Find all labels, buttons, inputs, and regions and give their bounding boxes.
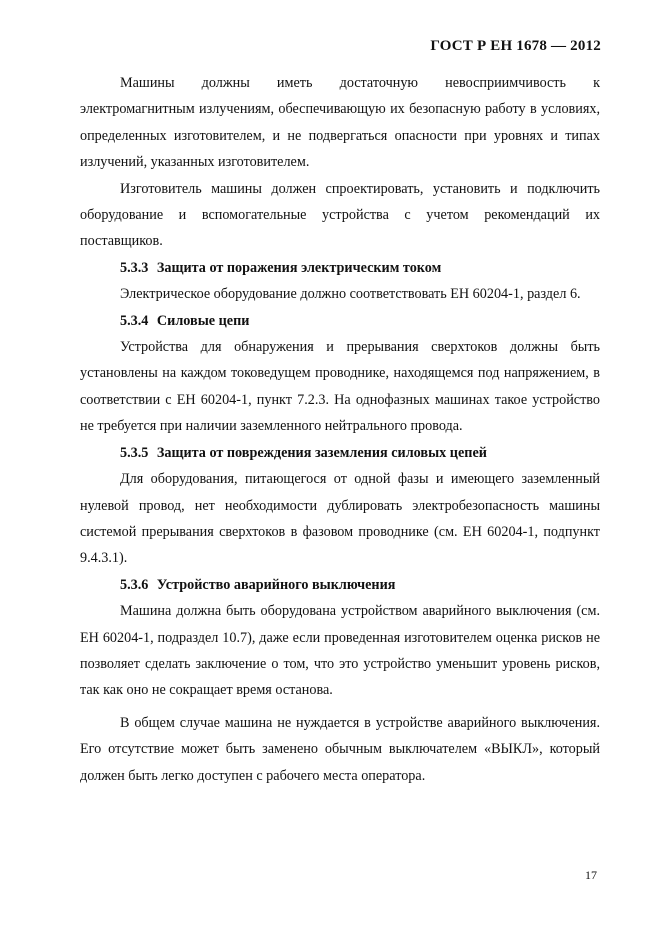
section-title: Устройство аварийного выключения [156, 576, 396, 593]
paragraph-emc: Машины должны иметь достаточную невосприимчивость к электромагнитным излучениям, обеспечивающую их безопасную работу в условиях, определенных изготовителем, и не подвергаться опасности при уровнях и типах излучений, указанных изготовителем. [80, 75, 600, 171]
section-heading-5-3-5 [80, 440, 600, 466]
section-number: 5.3.3 [120, 259, 149, 276]
document-code-header: ГОСТ Р ЕН 1678 — 2012 [430, 38, 601, 54]
section-heading-5-3-3 [80, 255, 600, 281]
document-body [80, 70, 600, 789]
paragraph-installation: Изготовитель машины должен спроектировать, установить и подключить оборудование и вспомогательные устройства с учетом рекомендаций их поставщиков. [80, 180, 600, 250]
paragraph-emergency-stop: Машина должна быть оборудована устройством аварийного выключения (см. ЕН 60204-1, подраздел 10.7), даже если проведенная изготовителем оценка рисков не позволяет сделать заключение о том, что это устройство уменьшит уровень рисков, так как оно не сокращает время останова. [80, 603, 600, 699]
section-title: Защита от повреждения заземления силовых цепей [156, 444, 487, 461]
section-title: Защита от поражения электрическим током [156, 259, 442, 276]
section-number: 5.3.4 [120, 312, 149, 329]
section-number: 5.3.6 [120, 576, 149, 593]
paragraph-overcurrent: Устройства для обнаружения и прерывания сверхтоков должны быть установлены на каждом токоведущем проводнике, находящемся под напряжением, в соответствии с ЕН 60204-1, пункт 7.2.3. На однофазных машинах такое устройство не требуется при наличии заземленного нейтрального провода. [80, 339, 600, 435]
paragraph-off-switch: В общем случае машина не нуждается в устройстве аварийного выключения. Его отсутствие может быть заменено обычным выключателем «ВЫКЛ», который должен быть легко доступен с рабочего места оператора. [80, 714, 600, 784]
page-number: 17 [585, 868, 597, 882]
section-heading-5-3-6 [80, 572, 600, 598]
paragraph-electrical-equipment: Электрическое оборудование должно соответствовать ЕН 60204-1, раздел 6. [120, 286, 581, 303]
paragraph-single-phase: Для оборудования, питающегося от одной фазы и имеющего заземленный нулевой провод, нет необходимости дублировать электробезопасность машины системой прерывания сверхтоков в фазовом проводнике (см. ЕН 60204-1, подпункт 9.4.3.1). [80, 471, 600, 567]
section-title: Силовые цепи [156, 312, 250, 329]
section-heading-5-3-4 [80, 308, 600, 334]
section-number: 5.3.5 [120, 444, 149, 461]
